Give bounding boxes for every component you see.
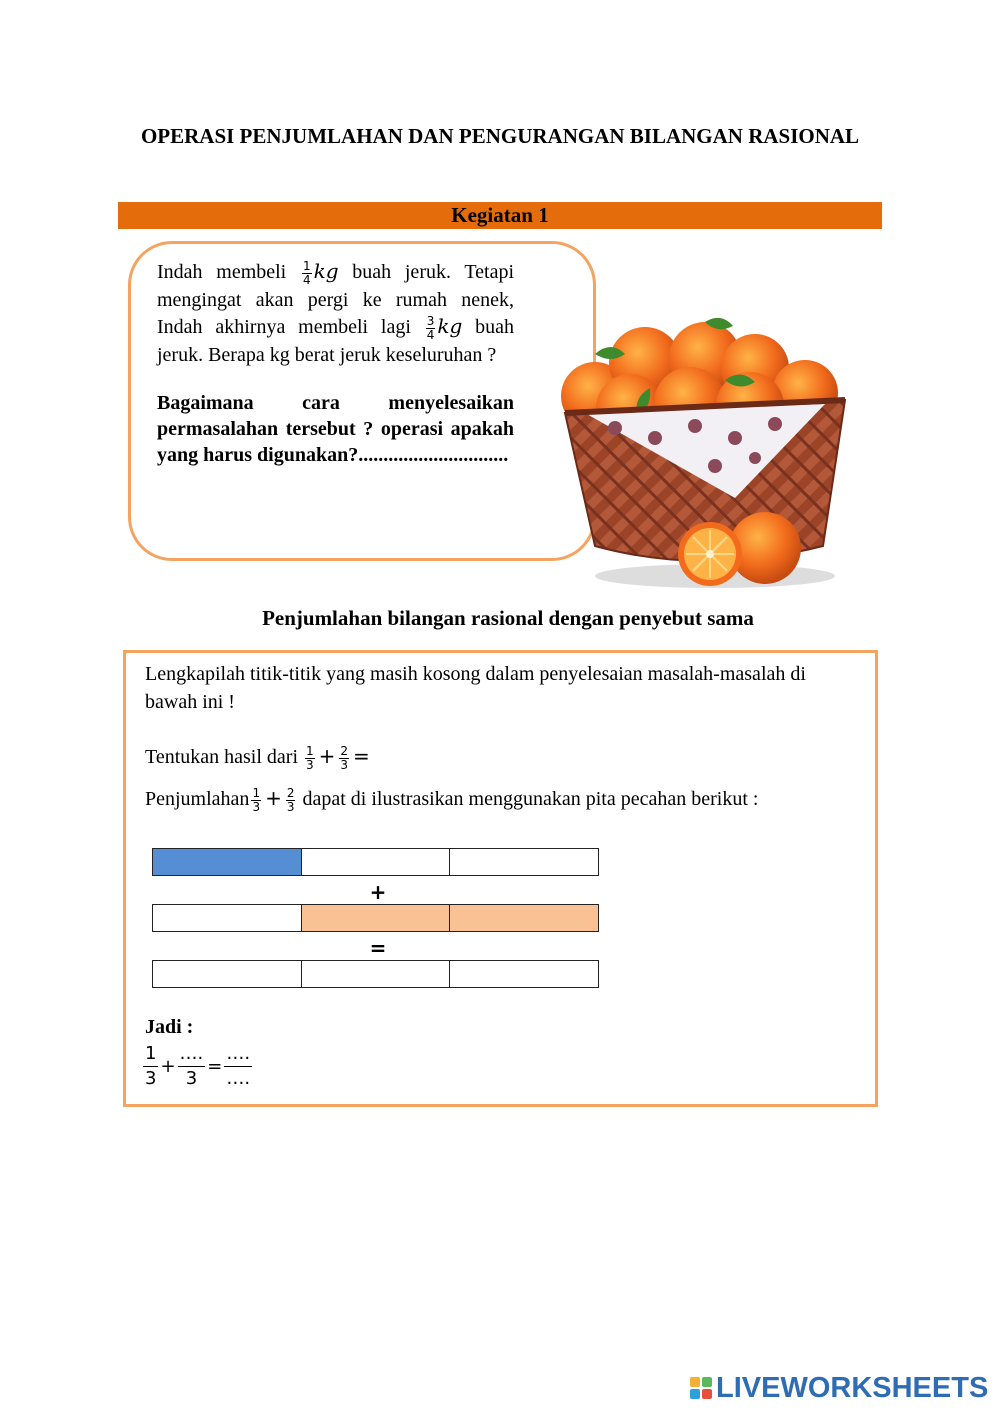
fraction-denominator: 3 xyxy=(145,1068,157,1089)
plus-sign: + xyxy=(265,786,282,810)
story-text xyxy=(157,258,514,468)
fraction-two-thirds xyxy=(339,745,349,772)
illustration-line xyxy=(145,784,758,814)
plus-sign: + xyxy=(160,1056,176,1077)
final-fraction-b[interactable] xyxy=(178,1042,206,1091)
blank-denominator[interactable]: …. xyxy=(226,1068,251,1089)
fraction-denominator: 4 xyxy=(302,272,311,287)
illustration-prefix: Penjumlahan xyxy=(145,788,250,810)
liveworksheets-logo xyxy=(690,1372,990,1404)
fraction-denominator: 3 xyxy=(185,1068,198,1089)
page-title: OPERASI PENJUMLAHAN DAN PENGURANGAN BILANGAN RASIONAL xyxy=(140,124,860,148)
fraction-numerator: 1 xyxy=(302,258,311,273)
tape-segment-filled xyxy=(450,905,598,931)
instruction-text: Lengkapilah titik-titik yang masih kosong dalam penyelesaian masalah-masalah di bawah ini ! xyxy=(145,663,806,713)
tape-segment-filled xyxy=(153,849,302,875)
tape-segment-empty[interactable] xyxy=(153,961,302,987)
illustration-suffix: dapat di ilustrasikan menggunakan pita pecahan berikut : xyxy=(302,788,759,810)
fraction-tape-one-third xyxy=(152,848,599,876)
fraction-three-quarters xyxy=(426,315,436,342)
final-fraction-result[interactable] xyxy=(224,1042,252,1091)
orange-basket-illustration xyxy=(555,318,855,590)
tape-plus-sign: + xyxy=(369,880,387,904)
fraction-numerator: 2 xyxy=(340,743,349,758)
fraction-denominator: 3 xyxy=(252,799,261,814)
liveworksheets-logo-text: LIVEWORKSHEETS xyxy=(716,1371,989,1404)
fraction-numerator: 1 xyxy=(306,743,314,758)
fraction-numerator: 2 xyxy=(286,785,295,800)
task-prefix: Tentukan hasil dari xyxy=(145,746,298,768)
fraction-numerator: 1 xyxy=(143,1042,158,1067)
fraction-tape-result[interactable] xyxy=(152,960,599,988)
liveworksheets-logo-icon xyxy=(690,1377,712,1399)
final-fraction-a xyxy=(143,1042,158,1091)
fraction-numerator: 3 xyxy=(426,313,435,328)
tape-segment-empty xyxy=(153,905,302,931)
tape-segment-empty xyxy=(302,849,451,875)
story-question: Bagaimana cara menyelesaikan permasalahan tersebut ? operasi apakah yang harus digunakan?.............................. xyxy=(157,391,514,466)
tape-segment-empty[interactable] xyxy=(302,961,451,987)
blank-numerator[interactable]: …. xyxy=(224,1042,252,1067)
fraction-denominator: 4 xyxy=(426,327,435,342)
tape-segment-empty xyxy=(450,849,598,875)
fraction-tape-two-thirds xyxy=(152,904,599,932)
fraction-denominator: 3 xyxy=(286,799,295,814)
final-equation xyxy=(143,1042,252,1091)
fraction-one-third xyxy=(251,787,261,814)
unit-kg: kg xyxy=(313,259,339,283)
equals-sign: = xyxy=(353,744,370,768)
activity-header-bar: Kegiatan 1 xyxy=(118,202,882,229)
tape-equals-sign: = xyxy=(369,936,387,960)
section-subtitle: Penjumlahan bilangan rasional dengan penyebut sama xyxy=(262,606,754,630)
fraction-numerator: 1 xyxy=(252,785,261,800)
blank-numerator[interactable]: …. xyxy=(178,1042,206,1067)
tape-segment-empty[interactable] xyxy=(450,961,598,987)
story-text-a: Indah membeli xyxy=(157,261,287,283)
plus-sign: + xyxy=(318,744,336,768)
fraction-denominator: 3 xyxy=(306,757,314,772)
unit-kg: kg xyxy=(437,313,463,338)
story-paragraph xyxy=(157,258,514,368)
story-text-b: buah jeruk. Tetapi mengingat akan pergi ke rumah nenek, Indah akhirnya membeli lagi xyxy=(157,261,515,338)
story-text-c: buah jeruk. Berapa kg berat jeruk keseluruhan ? xyxy=(157,315,514,366)
fraction-quarter xyxy=(302,260,312,287)
fraction-one-third xyxy=(305,745,315,772)
equals-sign: = xyxy=(207,1056,223,1077)
tape-segment-filled xyxy=(302,905,451,931)
conclusion-label: Jadi : xyxy=(145,1016,194,1038)
task-line xyxy=(145,742,372,772)
fraction-denominator: 3 xyxy=(340,757,349,772)
fraction-two-thirds xyxy=(286,787,296,814)
exercise-box xyxy=(123,650,878,1107)
